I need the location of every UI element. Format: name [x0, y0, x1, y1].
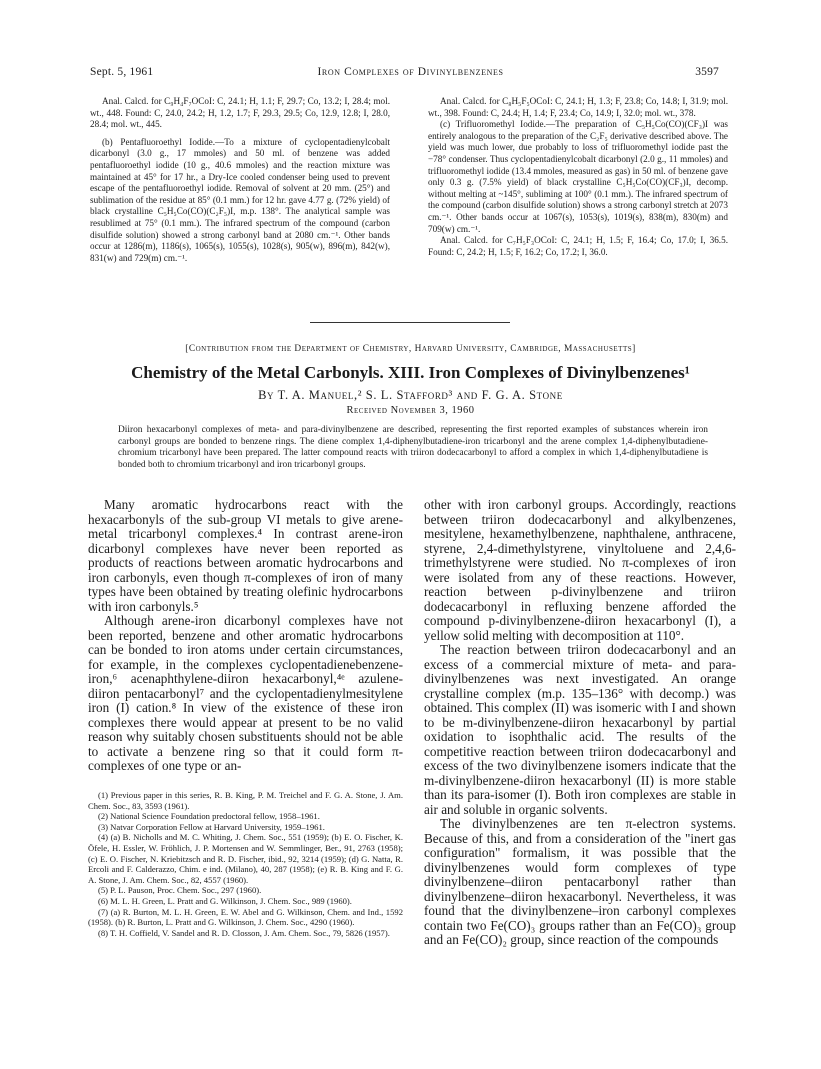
header-date: Sept. 5, 1961 — [90, 66, 154, 78]
footnotes — [88, 790, 403, 938]
abstract: Diiron hexacarbonyl complexes of meta- and para-divinylbenzene are described, representing the first reported examples of substances wherein iron carbonyl groups are bonded to benzene rings. The diene complex 1,4-diphenylbutadiene-iron tricarbonyl and the arene complex 1,4-diphenylbutadiene-chromium tricarbonyl have been prepared. The latter compound reacts with triiron dodecacarbonyl to afford a complex in which 1,4-diphenylbutadiene is bonded both to chromium tricarbonyl and iron tricarbonyl groups. — [118, 425, 708, 471]
page-number: 3597 — [695, 66, 719, 78]
prev-article-right-column — [428, 96, 728, 258]
experimental-paragraph: (c) Trifluoromethyl Iodide.—The preparation of C₅H₅Co(CO)(CF₃)I was entirely analogous to the preparation of the C₂F₅ derivative described above. The yield was much lower, due probably to loss of trifluoromethyl iodide past the −78° condenser. Thus cyclopentadienylcobalt dicarbonyl (2.0 g., 11 mmoles) and trifluoromethyl iodide (13.4 mmoles, measured as gas) in 50 ml. of benzene gave only 0.3 g. (7.5% yield) of black crystalline C₅H₅Co(CO)(CF₃)I, decomp. without melting at ~145°, subliming at 100° (0.1 mm.). The infrared spectrum of the compound (carbon disulfide solution) shows a strong carbonyl stretch at 2073 cm.⁻¹. Other bands occur at 1067(s), 1053(s), 1019(s), 838(m), 830(m) and 709(w) cm.⁻¹. — [428, 119, 728, 234]
footnote: (6) M. L. H. Green, L. Pratt and G. Wilkinson, J. Chem. Soc., 989 (1960). — [98, 895, 352, 906]
running-title: Iron Complexes of Divinylbenzenes — [317, 66, 504, 78]
received-date: Received November 3, 1960 — [346, 405, 475, 416]
body-paragraph: Many aromatic hydrocarbons react with the hexacarbonyls of the sub-group VI metals to give arene-metal tricarbonyl complexes.⁴ In contrast arene-iron dicarbonyl complexes have never been reported as products of reactions between aromatic hydrocarbons and iron carbonyls, even though π-complexes of iron of many types have been obtained by treating olefinic hydrocarbons with iron carbonyls.⁵ — [88, 497, 403, 614]
footnote: (4) (a) B. Nicholls and M. C. Whiting, J. Chem. Soc., 551 (1959); (b) E. O. Fischer, K. Öfele, H. Essler, W. Fröhlich, J. P. Mortensen and W. Semmlinger, Ber., 91, 2763 (1958); (c) E. O. Fischer, N. Kriebitzsch and R. D. Fischer, ibid., 92, 3214 (1959); (d) G. Natta, R. Ercoli and F. Calderazzo, Chim. e ind. (Milano), 40, 287 (1958); (e) R. B. King and F. G. A. Stone, J. Am. Chem. Soc., 82, 4557 (1960). — [88, 832, 403, 885]
body-paragraph: The reaction between triiron dodecacarbonyl and an excess of a commercial mixture of meta- and para-divinylbenzenes was next investigated. An orange crystalline complex (m.p. 135–136° with decomp.) was obtained. This complex (II) was isomeric with I and shown to be m-divinylbenzene-diiron hexacarbonyl by partial oxidation to isophthalic acid. The results of the competitive reaction between triiron dodecacarbonyl and excess of the two divinylbenzene isomers indicate that the m-divinylbenzene-diiron hexacarbonyl (II) is more stable than its para-isomer (I). Both iron complexes are stable in air and soluble in organic solvents. — [424, 642, 736, 817]
contribution-line: [Contribution from the Department of Chemistry, Harvard University, Cambridge, Massachusetts] — [185, 344, 636, 354]
article-title: Chemistry of the Metal Carbonyls. XIII. Iron Complexes of Divinylbenzenes¹ — [131, 363, 690, 382]
prev-article-left-column — [90, 96, 390, 264]
footnote: (1) Previous paper in this series, R. B. King, P. M. Treichel and F. G. A. Stone, J. Am. Chem. Soc., 83, 3593 (1961). — [88, 790, 403, 811]
footnote: (5) P. L. Pauson, Proc. Chem. Soc., 297 (1960). — [98, 885, 262, 896]
analysis-paragraph: Anal. Calcd. for C₈H₅F₅OCoI: C, 24.1; H, 1.3; F, 23.8; Co, 14.8; I, 31.9; mol. wt., 398. Found: C, 24.4; H, 1.4; F, 23.4; Co, 14.9; I, 32.0; mol. wt., 378. — [428, 96, 728, 118]
body-paragraph: other with iron carbonyl groups. Accordingly, reactions between triiron dodecacarbonyl and alkylbenzenes, mesitylene, hexamethylbenzene, naphthalene, anthracene, styrene, 2,4-dimethylstyrene, vinyltoluene and 2,4,6-trimethylstyrene were studied. No π-complexes of iron were isolated from any of these reactions. However, reaction between p-divinylbenzene and triiron dodecacarbonyl in refluxing benzene afforded the compound p-divinylbenzene-diiron hexacarbonyl (I), a yellow solid melting with decomposition at 110°. — [424, 497, 736, 643]
footnote: (8) T. H. Coffield, V. Sandel and R. D. Closson, J. Am. Chem. Soc., 79, 5826 (1957). — [98, 927, 390, 938]
author-line: By T. A. Manuel,² S. L. Stafford³ and F. G. A. Stone — [258, 388, 563, 402]
footnote: (3) Natvar Corporation Fellow at Harvard University, 1959–1961. — [98, 821, 325, 832]
article-separator-rule — [310, 322, 510, 323]
footnote: (2) National Science Foundation predoctoral fellow, 1958–1961. — [98, 811, 320, 822]
body-left-column — [88, 498, 403, 774]
analysis-paragraph: Anal. Calcd. for C₉H₄F₇OCoI: C, 24.1; H, 1.1; F, 29.7; Co, 13.2; I, 28.4; mol. wt., 448. Found: C, 24.0, 24.2; H, 1.2, 1.7; F, 29.3, 29.5; Co, 12.9, 12.8; I, 28.0, 28.4; mol. wt., 445. — [90, 96, 390, 130]
experimental-paragraph: (b) Pentafluoroethyl Iodide.—To a mixture of cyclopentadienylcobalt dicarbonyl (3.0 g., 17 mmoles) and 50 ml. of benzene was added pentafluoroethyl iodide (10 g., 40.6 mmoles) and the reaction mixture was maintained at 45° for 17 hr., a Dry-Ice cooled condenser being used to prevent escape of the pentafluoroethyl iodide. Removal of solvent at 20 mm. (25°) and sublimation of the residue at 85° (0.1 mm.) for 12 hr. gave 4.77 g. (72% yield) of black crystalline C₅H₅Co(CO)(C₂F₅)I, m.p. 138°. The analytical sample was resublimed at 75° (0.1 mm.). The infrared spectrum of the compound (carbon disulfide solution) showed a strong carbonyl band at 2080 cm.⁻¹. Other bands occur at 1286(m), 1186(s), 1065(s), 1055(s), 1028(s), 905(w), 896(m), 842(w), 831(w) and 729(m) cm.⁻¹. — [90, 136, 390, 263]
body-paragraph: The divinylbenzenes are ten π-electron systems. Because of this, and from a consideration of the "inert gas configuration" formalism, it was possible that the divinylbenzenes would form complexes of type divinylbenzene–diiron pentacarbonyl rather than divinylbenzene–diiron hexacarbonyl. Nevertheless, it was found that the divinylbenzene–iron carbonyl complexes contain two Fe(CO)₃ groups rather than an Fe(CO)₃ group and an Fe(CO)₂ group, since reaction of the compounds — [424, 816, 736, 947]
footnote: (7) (a) R. Burton, M. L. H. Green, E. W. Abel and G. Wilkinson, Chem. and Ind., 1592 (1958). (b) R. Burton, L. Pratt and G. Wilkinson, J. Chem. Soc., 4290 (1960). — [88, 906, 403, 928]
body-paragraph: Although arene-iron dicarbonyl complexes have not been reported, benzene and other aromatic hydrocarbons can be bonded to iron atoms under certain circumstances, for example, in the complexes cyclopentadienebenzene-iron,⁶ acenaphthylene-diiron hexacarbonyl,⁴ᵉ azulene-diiron pentacarbonyl⁷ and the cyclopentadienylmesitylene iron (I) cation.⁸ In view of the existence of these iron complexes there would appear at present to be no valid reason why suitably chosen substituents should not be able to activate a benzene ring so that it could form π-complexes of one type or an- — [88, 613, 403, 773]
analysis-paragraph: Anal. Calcd. for C₇H₅F₃OCoI: C, 24.1; H, 1.5; F, 16.4; Co, 17.0; I, 36.5. Found: C, 24.2; H, 1.5; F, 16.2; Co, 17.2; I, 36.0. — [428, 235, 728, 257]
body-right-column — [424, 498, 736, 948]
